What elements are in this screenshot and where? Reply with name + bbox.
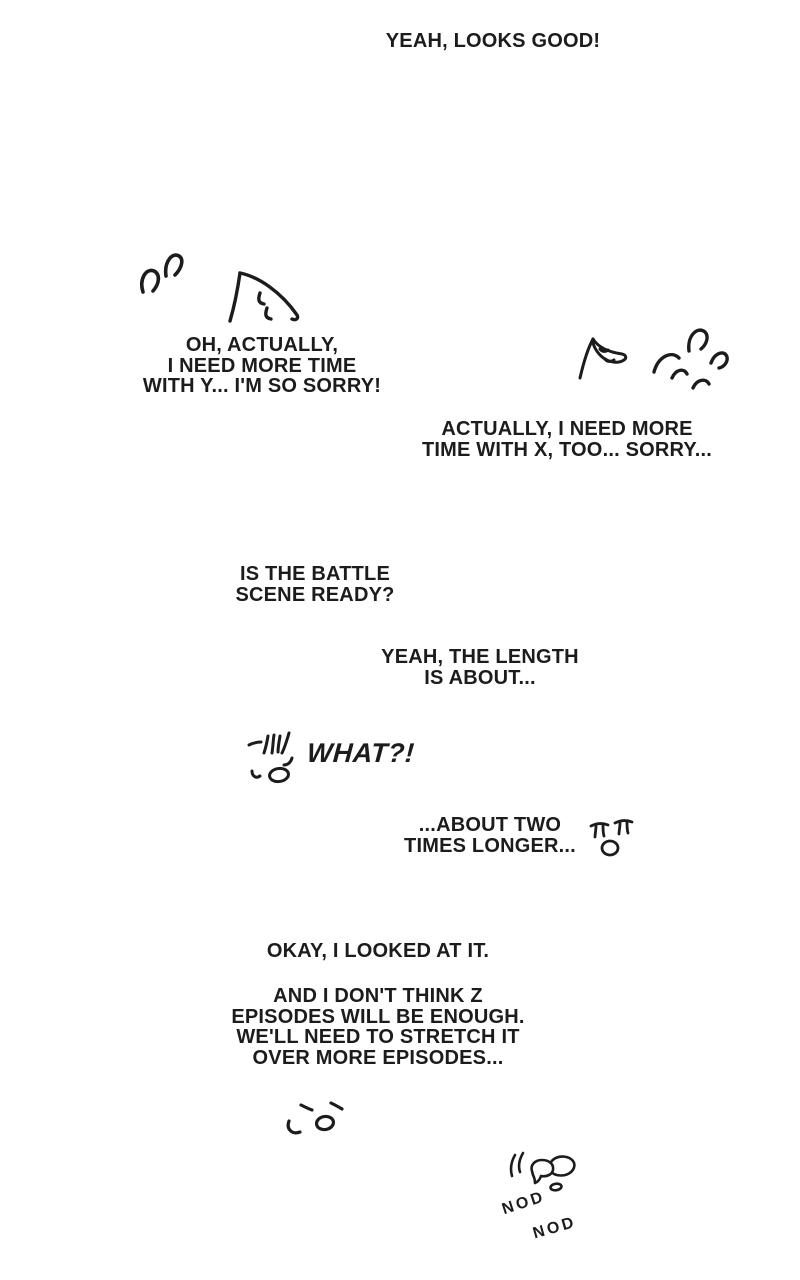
- speech-line: YEAH, LOOKS GOOD!: [385, 30, 601, 52]
- shocked-face-doodle: [244, 731, 302, 785]
- sfx-text: NOD: [500, 1188, 548, 1219]
- speech-two-times-longer: [404, 815, 576, 856]
- speech-line: OVER MORE EPISODES...: [252, 1046, 504, 1069]
- speech-line: TIME WITH X, TOO... SORRY...: [421, 438, 713, 461]
- speech-yeah-looks-good: [386, 31, 601, 52]
- speech-line: I NEED MORE TIME: [167, 354, 357, 377]
- speech-line: YEAH, THE LENGTH: [381, 646, 579, 668]
- speech-need-more-time-y: [143, 335, 381, 397]
- worried-face-doodle: [284, 1096, 350, 1138]
- speech-line: OH, ACTUALLY,: [185, 334, 339, 356]
- speech-line: TIMES LONGER...: [404, 834, 576, 857]
- speech-line: ACTUALLY, I NEED MORE: [441, 418, 693, 440]
- speech-okay-looked-at-it: [267, 941, 489, 962]
- speech-stretch-episodes: [231, 986, 524, 1068]
- speech-line: IS THE BATTLE: [239, 563, 390, 585]
- speech-line: OKAY, I LOOKED AT IT.: [266, 940, 490, 962]
- speech-need-more-time-x: [422, 419, 712, 460]
- speech-length-is-about: [381, 647, 579, 688]
- cat-ears-doodle: [137, 249, 187, 299]
- speech-line: EPISODES WILL BE ENOUGH.: [231, 1005, 525, 1028]
- speech-line: SCENE READY?: [235, 583, 395, 606]
- speech-line: IS ABOUT...: [424, 666, 536, 689]
- speech-line: ...ABOUT TWO: [418, 814, 562, 836]
- speech-line: WITH Y... I'M SO SORRY!: [142, 375, 382, 397]
- speech-line: WHAT?!: [305, 738, 416, 768]
- grimacing-face-doodle: [587, 817, 637, 859]
- nodding-heads-doodle: [503, 1149, 583, 1195]
- shark-fin-doodle: [227, 268, 305, 326]
- speech-line: AND I DON'T THINK Z: [273, 985, 483, 1007]
- speech-battle-scene-ready: [235, 564, 394, 605]
- sfx-nod-2: [531, 1214, 579, 1244]
- speech-line: WE'LL NEED TO STRETCH IT: [236, 1026, 520, 1048]
- flag-doodle: [574, 334, 632, 380]
- curved-squiggles-doodle: [650, 324, 730, 400]
- speech-what-shout: [306, 738, 416, 769]
- sfx-text: NOD: [531, 1213, 579, 1243]
